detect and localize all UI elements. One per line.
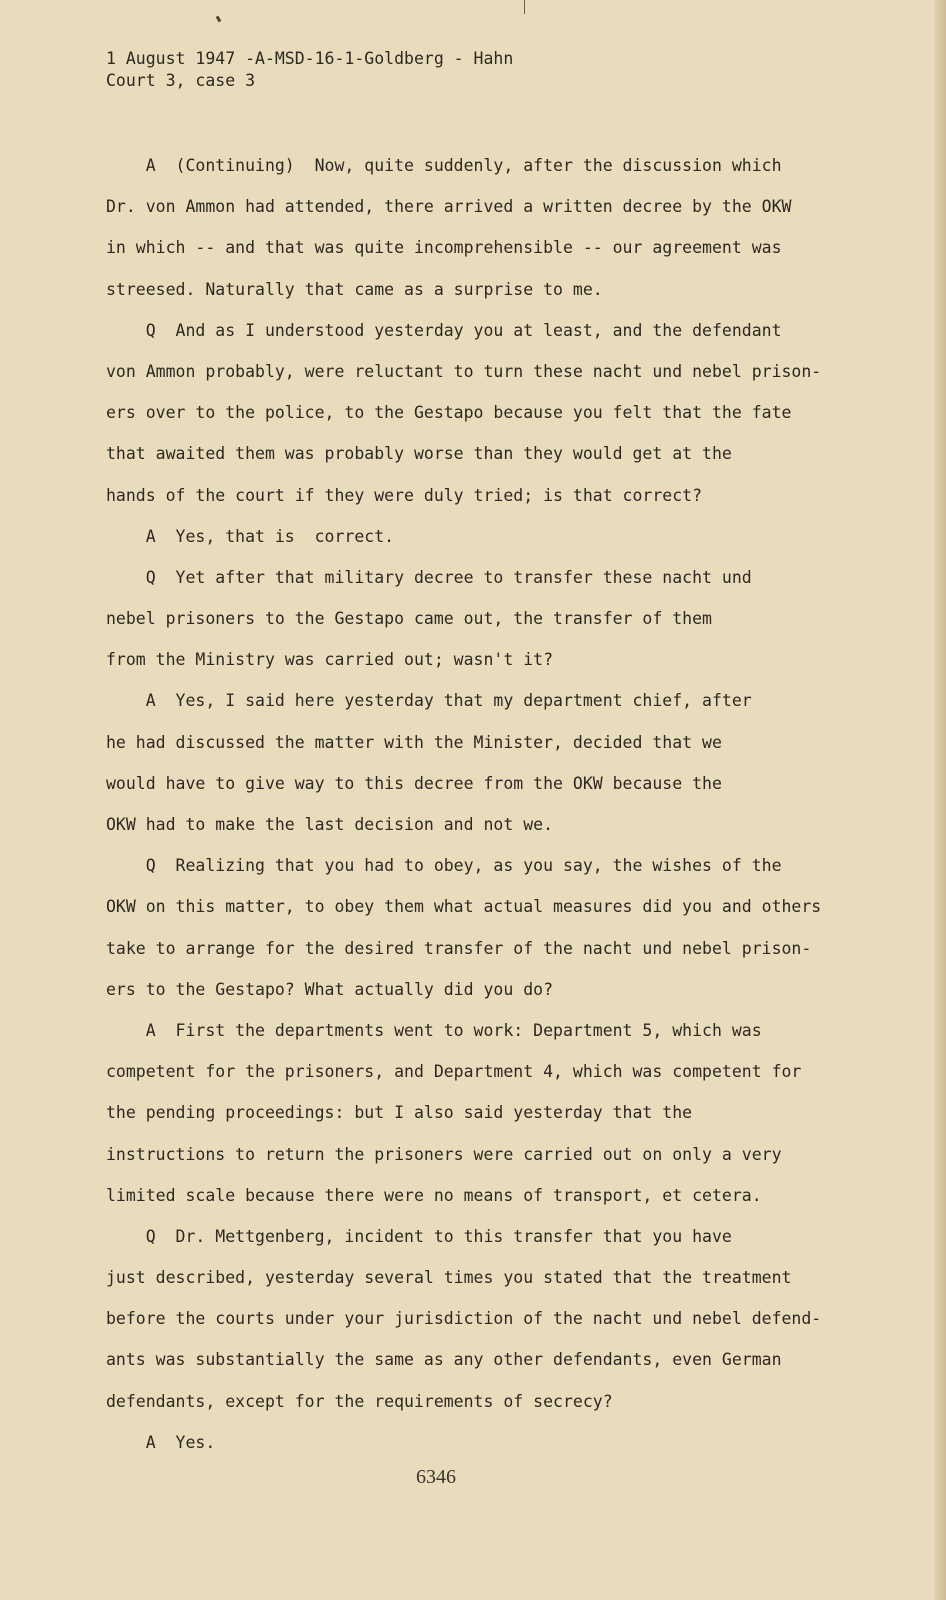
page-number: 6346: [416, 1466, 456, 1488]
transcript-line: von Ammon probably, were reluctant to turn these nacht und nebel prison-: [106, 361, 822, 381]
ink-mark: [524, 0, 525, 14]
transcript-line: competent for the prisoners, and Department 4, which was competent for: [106, 1062, 802, 1082]
transcript-line: A Yes.: [106, 1432, 216, 1452]
transcript-line: the pending proceedings: but I also said yesterday that the: [106, 1103, 693, 1123]
header-line-1: 1 August 1947 -A-MSD-16-1-Goldberg - Hahn: [106, 49, 514, 68]
transcript-line: before the courts under your jurisdiction of the nacht und nebel defend-: [106, 1309, 822, 1329]
header-line-2: Court 3, case 3: [106, 71, 256, 90]
transcript-line: in which -- and that was quite incomprehensible -- our agreement was: [106, 238, 782, 258]
transcript-line: take to arrange for the desired transfer of the nacht und nebel prison-: [106, 938, 812, 958]
transcript-line: Q Yet after that military decree to transfer these nacht und: [106, 567, 752, 587]
transcript-line: nebel prisoners to the Gestapo came out, the transfer of them: [106, 609, 712, 629]
transcript-line: Q And as I understood yesterday you at least, and the defendant: [106, 320, 782, 340]
transcript-line: Q Dr. Mettgenberg, incident to this transfer that you have: [106, 1226, 732, 1246]
transcript-line: ers over to the police, to the Gestapo because you felt that the fate: [106, 403, 792, 423]
transcript-line: from the Ministry was carried out; wasn't it?: [106, 650, 554, 670]
transcript-line: would have to give way to this decree from the OKW because the: [106, 773, 722, 793]
transcript-line: A (Continuing) Now, quite suddenly, after the discussion which: [106, 156, 782, 175]
document-header: [106, 48, 513, 92]
transcript-line: A Yes, that is correct.: [106, 526, 395, 546]
transcript-line: ants was substantially the same as any other defendants, even German: [106, 1350, 782, 1370]
transcript-line: limited scale because there were no means of transport, et cetera.: [106, 1185, 762, 1205]
page-edge: [934, 0, 946, 1600]
transcript-line: he had discussed the matter with the Minister, decided that we: [106, 732, 722, 752]
transcript-line: just described, yesterday several times you stated that the treatment: [106, 1268, 792, 1288]
transcript-line: that awaited them was probably worse than they would get at the: [106, 444, 732, 464]
transcript-line: A Yes, I said here yesterday that my department chief, after: [106, 691, 752, 711]
transcript-line: hands of the court if they were duly tried; is that correct?: [106, 485, 703, 505]
transcript-line: A First the departments went to work: Department 5, which was: [106, 1020, 762, 1040]
transcript-line: Dr. von Ammon had attended, there arrived a written decree by the OKW: [106, 197, 792, 217]
transcript-line: Q Realizing that you had to obey, as you say, the wishes of the: [106, 856, 782, 876]
transcript-line: OKW on this matter, to obey them what actual measures did you and others: [106, 897, 822, 917]
ink-mark: [216, 16, 222, 23]
transcript-line: ers to the Gestapo? What actually did you do?: [106, 979, 554, 999]
transcript-line: defendants, except for the requirements of secrecy?: [106, 1391, 613, 1411]
transcript-body: [106, 145, 846, 1463]
transcript-line: instructions to return the prisoners were carried out on only a very: [106, 1144, 782, 1164]
transcript-line: streesed. Naturally that came as a surprise to me.: [106, 279, 603, 299]
transcript-line: OKW had to make the last decision and not we.: [106, 815, 554, 834]
